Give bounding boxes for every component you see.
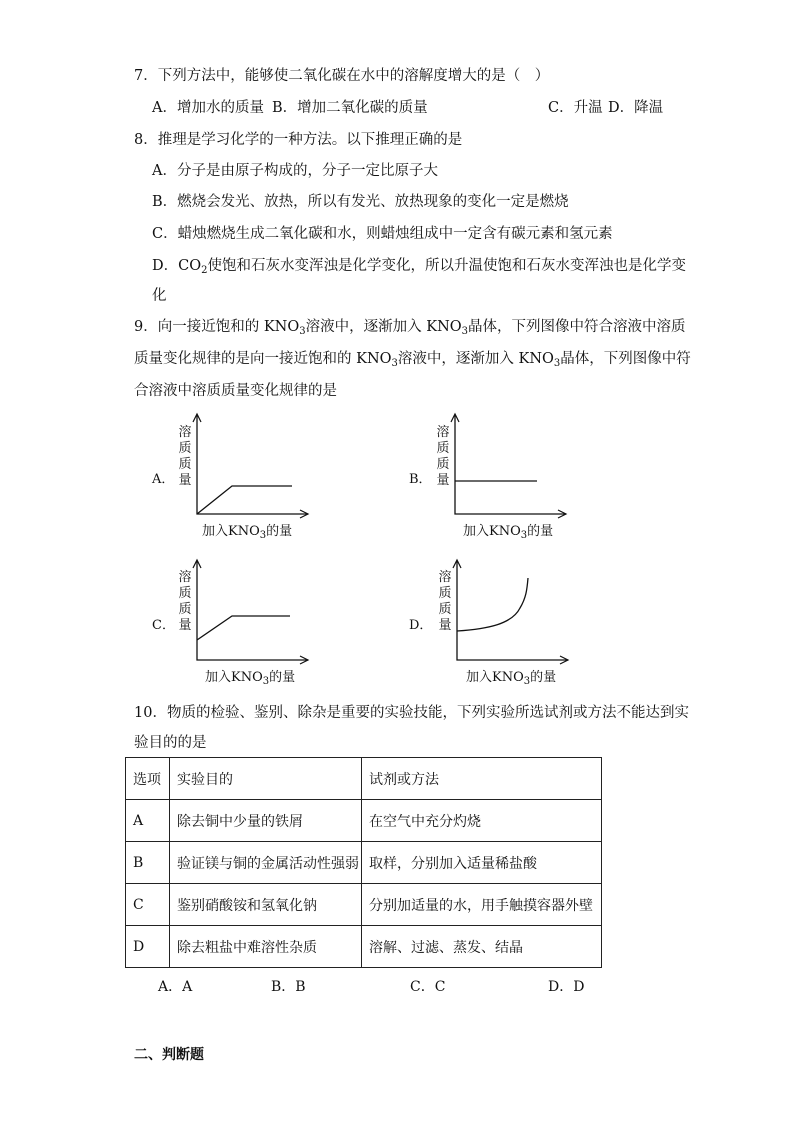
graph-d-curve [457, 578, 528, 631]
q9-l2-sub1: 3 [391, 358, 398, 369]
table-row [126, 800, 602, 842]
q8-option-d-prefix: D．CO [152, 258, 202, 274]
graph-c-label: C． [152, 618, 175, 633]
q9-l1-a: 9．向一接近饱和的 KNO [134, 319, 300, 335]
graph-d-ylabel-3: 质 [438, 602, 452, 617]
q10-stem-line2: 验目的的是 [134, 735, 207, 751]
graph-d-ylabel-2: 质 [438, 586, 452, 601]
graph-a-xlabel [202, 520, 292, 539]
graph-b-x-suffix: 的量 [527, 524, 554, 539]
section-heading-judgment: 二、判断题 [134, 1047, 204, 1063]
graph-b [448, 410, 578, 520]
graph-d-x-suffix: 的量 [530, 670, 557, 685]
graph-b-label: B． [409, 472, 432, 487]
graph-c-ylabel-4: 量 [178, 618, 192, 633]
table-cell: 除去铜中少量的铁屑 [170, 800, 362, 842]
table-row [126, 884, 602, 926]
graph-c-ylabel-1: 溶 [178, 570, 192, 585]
graph-a-x-prefix: 加入KNO [202, 524, 260, 539]
table-header-cell: 选项 [126, 758, 170, 800]
q8-option-b: B．燃烧会发光、放热，所以有发光、放热现象的变化一定是燃烧 [152, 194, 569, 210]
graph-c-axes [197, 561, 308, 660]
table-cell: 取样，分别加入适量稀盐酸 [362, 842, 602, 884]
q8-option-d-subscript: 2 [201, 265, 208, 276]
graph-b-ylabel-2: 质 [436, 441, 450, 456]
q7-option-c: C．升温 [548, 100, 603, 116]
q8-option-a: A．分子是由原子构成的，分子一定比原子大 [152, 163, 438, 179]
q10-answer-d: D．D [548, 979, 585, 995]
graph-b-axes [455, 415, 566, 514]
graph-b-xlabel [463, 520, 553, 539]
q9-stem-line2 [134, 349, 691, 369]
q9-stem-line3: 合溶液中溶质质量变化规律的是 [134, 383, 337, 399]
graph-a-ylabel-3: 质 [178, 457, 192, 472]
q8-option-d-text: 使饱和石灰水变浑浊是化学变化，所以升温使饱和石灰水变浑浊也是化学变 [207, 258, 686, 274]
table-cell: 在空气中充分灼烧 [362, 800, 602, 842]
table-cell: 除去粗盐中难溶性杂质 [170, 926, 362, 968]
q9-l1-b: 溶液中，逐渐加入 KNO [305, 319, 462, 335]
experiment-table [125, 757, 602, 968]
table-cell: 分别加适量的水，用手触摸容器外壁 [362, 884, 602, 926]
graph-d-ylabel-1: 溶 [438, 570, 452, 585]
graph-c-curve [197, 616, 290, 640]
graph-d-xlabel [466, 666, 556, 685]
graph-c-ylabel-3: 质 [178, 602, 192, 617]
q8-option-d-continuation: 化 [152, 288, 167, 304]
graph-d-label: D． [409, 618, 433, 633]
table-header-cell: 试剂或方法 [362, 758, 602, 800]
graph-d-axes [457, 561, 568, 660]
graph-c-x-prefix: 加入KNO [205, 670, 263, 685]
table-row [126, 926, 602, 968]
table-row [126, 842, 602, 884]
graph-c [190, 556, 320, 666]
table-header-row [126, 758, 602, 800]
q8-stem: 8．推理是学习化学的一种方法。以下推理正确的是 [134, 132, 463, 148]
graph-c-x-sub: 3 [262, 676, 270, 687]
graph-d-x-prefix: 加入KNO [466, 670, 524, 685]
q9-l2-sub2: 3 [553, 358, 561, 369]
q9-l2-c: 晶体，下列图像中符 [560, 351, 691, 367]
graph-b-x-sub: 3 [520, 530, 528, 541]
q7-option-a: A．增加水的质量 [152, 100, 264, 116]
q8-option-c: C．蜡烛燃烧生成二氧化碳和水，则蜡烛组成中一定含有碳元素和氢元素 [152, 226, 613, 242]
graph-a-x-sub: 3 [259, 530, 267, 541]
q9-stem-line1 [134, 317, 686, 337]
graph-d [450, 556, 580, 666]
graph-c-xlabel [205, 666, 295, 685]
q9-l1-sub1: 3 [299, 326, 306, 337]
q7-option-d: D．降温 [608, 100, 664, 116]
q9-l2-b: 溶液中，逐渐加入 KNO [397, 351, 554, 367]
q7-stem: 7．下列方法中，能够使二氧化碳在水中的溶解度增大的是（ ） [134, 68, 550, 84]
table-cell: 鉴别硝酸铵和氢氧化钠 [170, 884, 362, 926]
q9-l1-sub2: 3 [461, 326, 469, 337]
q7-option-b: B．增加二氧化碳的质量 [272, 100, 428, 116]
table-header-cell: 实验目的 [170, 758, 362, 800]
q9-l2-a: 质量变化规律的是向一接近饱和的 KNO [134, 351, 392, 367]
table-cell: 溶解、过滤、蒸发、结晶 [362, 926, 602, 968]
graph-b-x-prefix: 加入KNO [463, 524, 521, 539]
graph-a-curve [197, 486, 292, 514]
table-cell: D [126, 926, 170, 968]
graph-d-ylabel-4: 量 [438, 618, 452, 633]
q8-option-d [152, 256, 686, 276]
graph-c-x-suffix: 的量 [269, 670, 296, 685]
q10-answer-a: A．A [158, 979, 193, 995]
table-cell: A [126, 800, 170, 842]
graph-a-ylabel-4: 量 [178, 473, 192, 488]
graph-a-ylabel-1: 溶 [178, 425, 192, 440]
graph-d-x-sub: 3 [523, 676, 531, 687]
graph-a-ylabel-2: 质 [178, 441, 192, 456]
graph-b-ylabel-1: 溶 [436, 425, 450, 440]
graph-a-x-suffix: 的量 [266, 524, 293, 539]
table-cell: B [126, 842, 170, 884]
table-cell: 验证镁与铜的金属活动性强弱 [170, 842, 362, 884]
graph-c-ylabel-2: 质 [178, 586, 192, 601]
q9-l1-c: 晶体，下列图像中符合溶液中溶质 [468, 319, 686, 335]
graph-a-label: A． [152, 472, 175, 487]
q10-stem-line1: 10．物质的检验、鉴别、除杂是重要的实验技能，下列实验所选试剂或方法不能达到实 [134, 705, 689, 721]
q10-answer-c: C．C [410, 979, 446, 995]
table-cell: C [126, 884, 170, 926]
graph-b-ylabel-3: 质 [436, 457, 450, 472]
graph-a-axes [197, 415, 308, 514]
graph-b-ylabel-4: 量 [436, 473, 450, 488]
q10-answer-b: B．B [271, 979, 306, 995]
graph-a [190, 410, 320, 520]
